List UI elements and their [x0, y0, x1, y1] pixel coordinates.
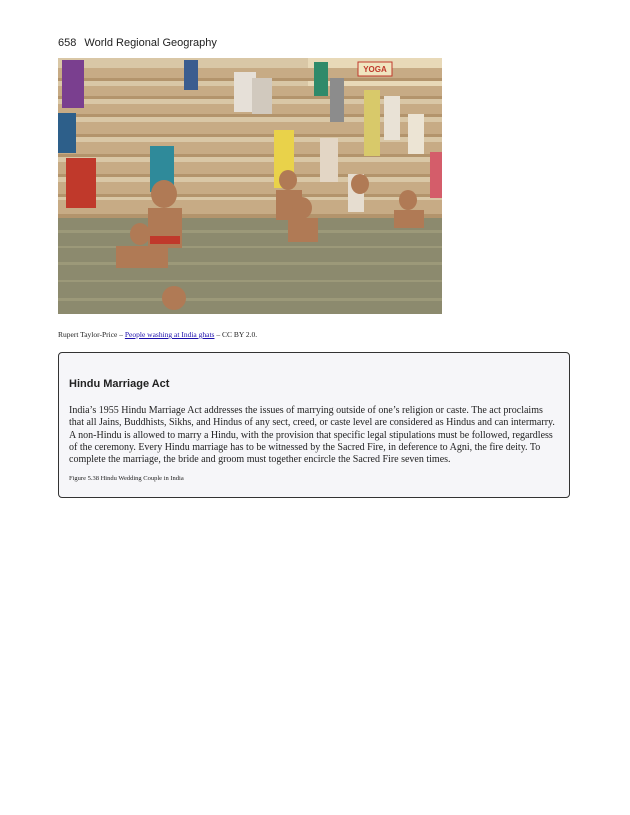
photo-credit [58, 330, 257, 339]
running-head [58, 37, 217, 49]
credit-separator: – [214, 330, 222, 339]
ghats-photo-illustration [58, 58, 442, 314]
feature-box [58, 352, 570, 498]
credit-separator: – [117, 330, 125, 339]
page-number: 658 [58, 37, 77, 49]
figure-caption: Figure 5.38 Hindu Wedding Couple in India [69, 475, 184, 482]
credit-license: CC BY 2.0. [221, 330, 258, 339]
feature-body: India’s 1955 Hindu Marriage Act addresses the issues of marrying outside of one’s religion or caste. The act proclaims that all Jains, Buddhists, Sikhs, and Hindus of any sect, creed, or caste level are considered as Hindus and can intermarry. A non-Hindu is allowed to marry a Hindu, with the provision that specific legal stipulations must be followed, regardless of the ceremony. Every Hindu marriage has to be witnessed by the Sacred Fire, in deference to Agni, the fire deity. To complete the marriage, the bride and groom must together encircle the Sacred Fire seven times. [69, 405, 555, 466]
credit-link[interactable]: People washing at India ghats [124, 330, 215, 339]
yoga-sign-text: YOGA [363, 65, 387, 74]
ghats-photo [58, 58, 442, 314]
credit-author: Rupert Taylor-Price [58, 330, 118, 339]
book-title: World Regional Geography [84, 37, 217, 49]
feature-title: Hindu Marriage Act [69, 378, 170, 390]
